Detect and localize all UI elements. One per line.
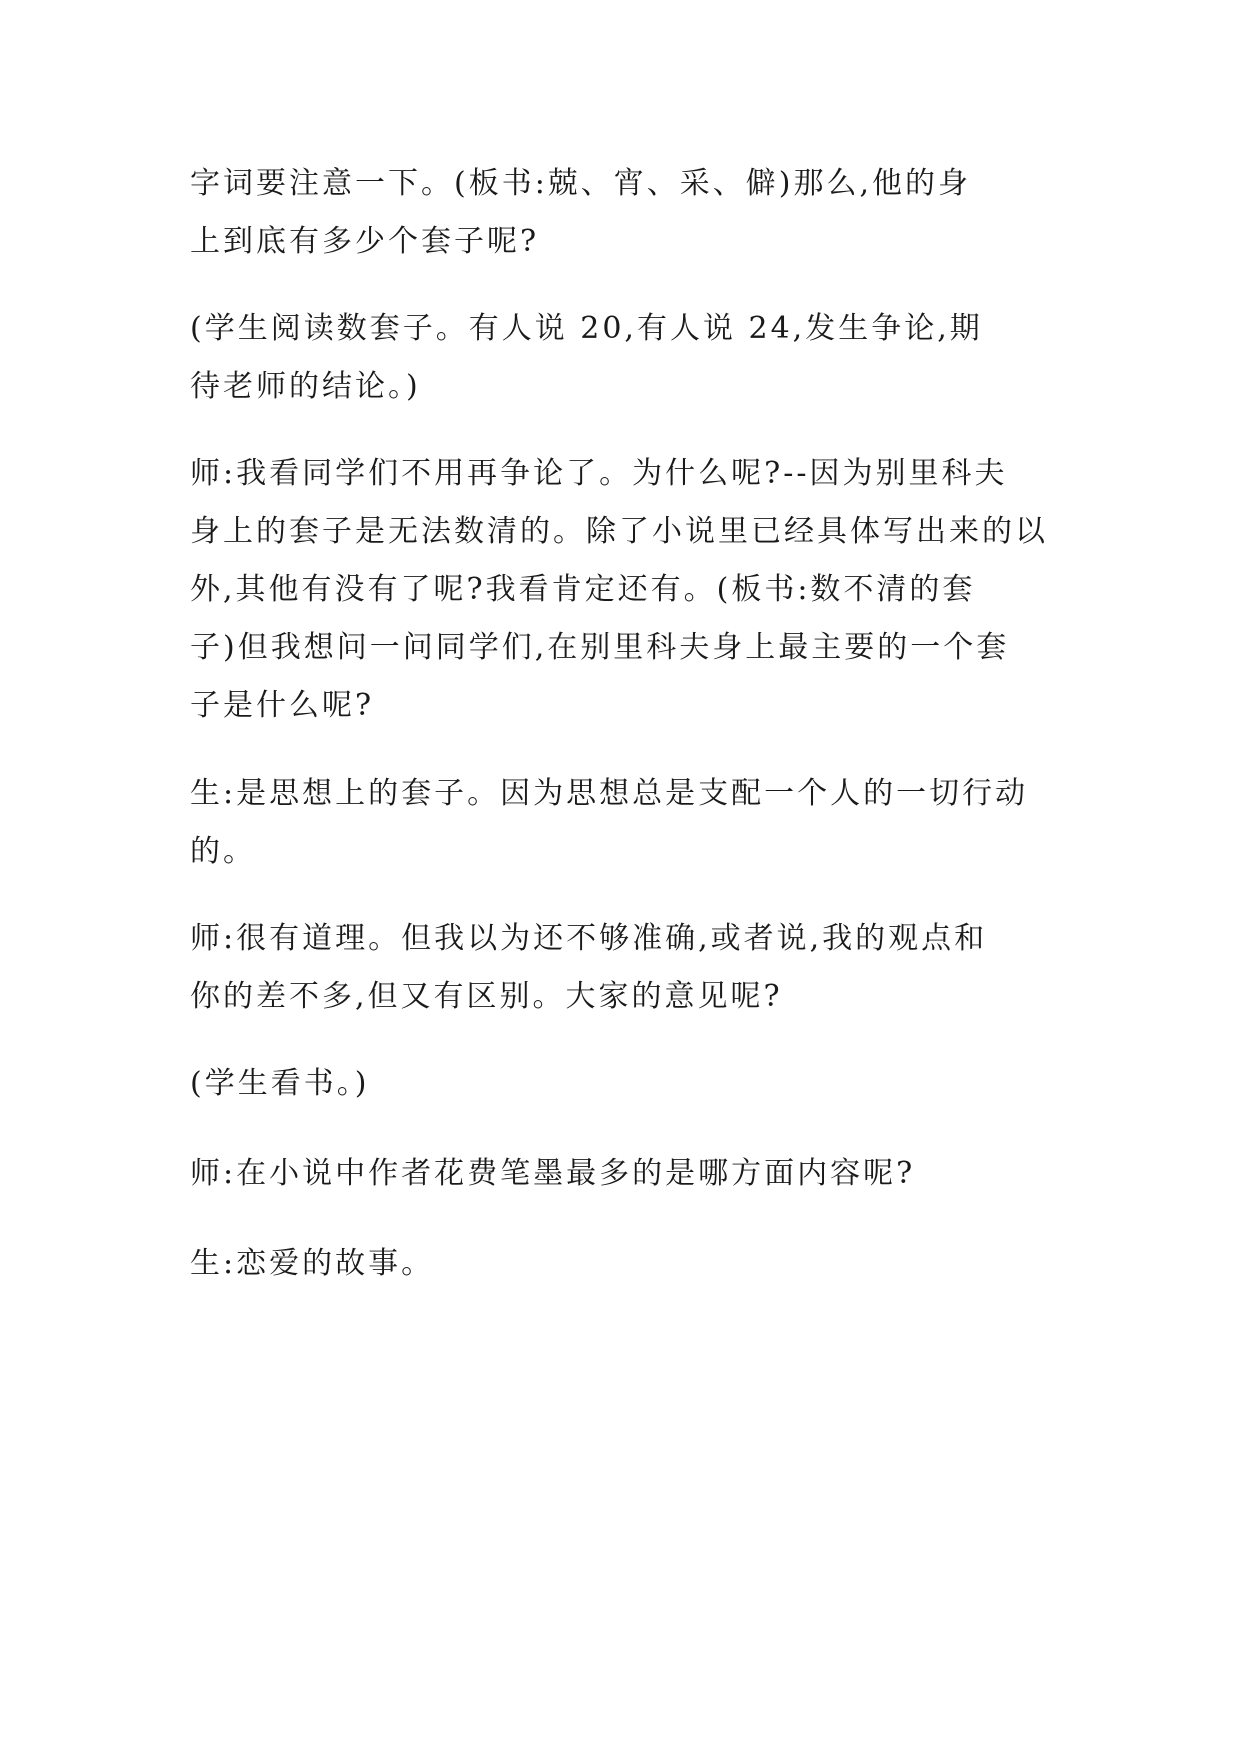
paragraph-3 bbox=[190, 445, 1050, 735]
text-line: 的。 bbox=[190, 834, 256, 869]
text-line: 生:恋爱的故事。 bbox=[190, 1246, 435, 1281]
paragraph-8 bbox=[190, 1235, 1050, 1293]
paragraph-7 bbox=[190, 1145, 1050, 1203]
text-line: 师:我看同学们不用再争论了。为什么呢?--因为别里科夫 bbox=[190, 456, 1008, 491]
text-line: (学生看书。) bbox=[190, 1066, 370, 1101]
text-line: 你的差不多,但又有区别。大家的意见呢? bbox=[190, 979, 783, 1014]
text-line: 子是什么呢? bbox=[190, 688, 375, 723]
text-line: (学生阅读数套子。有人说 20,有人说 24,发生争论,期 bbox=[190, 311, 983, 346]
text-line: 师:很有道理。但我以为还不够准确,或者说,我的观点和 bbox=[190, 921, 988, 956]
text-line: 生:是思想上的套子。因为思想总是支配一个人的一切行动 bbox=[190, 776, 1029, 811]
paragraph-1 bbox=[190, 155, 1050, 271]
paragraph-6 bbox=[190, 1055, 1050, 1113]
text-line: 身上的套子是无法数清的。除了小说里已经具体写出来的以 bbox=[190, 514, 1048, 549]
text-line: 上到底有多少个套子呢? bbox=[190, 224, 540, 259]
text-line: 字词要注意一下。(板书:兢、宵、采、僻)那么,他的身 bbox=[190, 166, 972, 201]
paragraph-2 bbox=[190, 300, 1050, 416]
paragraph-5 bbox=[190, 910, 1050, 1026]
text-line: 子)但我想问一问同学们,在别里科夫身上最主要的一个套 bbox=[190, 630, 1010, 665]
text-line: 待老师的结论。) bbox=[190, 369, 421, 404]
text-line: 外,其他有没有了呢?我看肯定还有。(板书:数不清的套 bbox=[190, 572, 976, 607]
paragraph-4 bbox=[190, 765, 1050, 881]
text-line: 师:在小说中作者花费笔墨最多的是哪方面内容呢? bbox=[190, 1156, 916, 1191]
